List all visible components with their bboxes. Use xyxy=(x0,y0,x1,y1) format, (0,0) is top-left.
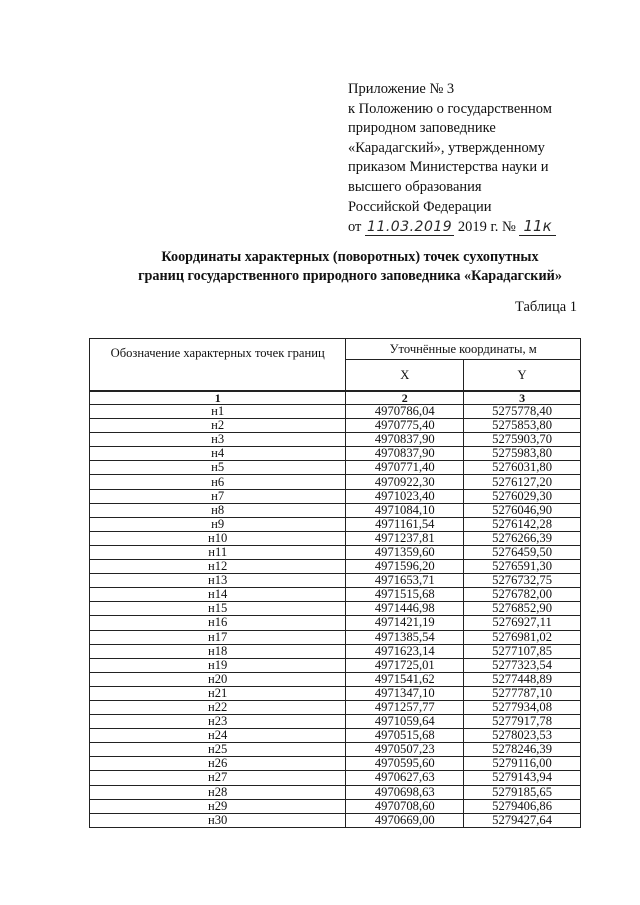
table-row xyxy=(90,517,581,531)
point-label: н29 xyxy=(90,799,346,813)
coord-y: 5279406,86 xyxy=(464,799,581,813)
coord-x: 4970837,90 xyxy=(346,433,464,447)
coord-y: 5276459,50 xyxy=(464,545,581,559)
table-row xyxy=(90,630,581,644)
coord-y: 5275983,80 xyxy=(464,447,581,461)
column-number: 2 xyxy=(346,391,464,405)
appendix-line: приказом Министерства науки и xyxy=(348,159,549,176)
point-label: н18 xyxy=(90,644,346,658)
table-label: Таблица 1 xyxy=(515,299,578,315)
table-row xyxy=(90,813,581,827)
point-label: н27 xyxy=(90,771,346,785)
coord-x: 4970595,60 xyxy=(346,757,464,771)
table-row xyxy=(90,729,581,743)
table-row xyxy=(90,686,581,700)
point-label: н19 xyxy=(90,658,346,672)
table-row xyxy=(90,405,581,419)
column-number: 1 xyxy=(90,391,346,405)
point-label: н1 xyxy=(90,405,346,419)
coord-y: 5276591,30 xyxy=(464,560,581,574)
title-line-1: Координаты характерных (поворотных) точек сухопутных xyxy=(161,249,539,265)
point-label: н9 xyxy=(90,517,346,531)
coord-x: 4971084,10 xyxy=(346,503,464,517)
coord-x: 4971161,54 xyxy=(346,517,464,531)
table-row xyxy=(90,560,581,574)
coord-x: 4971257,77 xyxy=(346,700,464,714)
coord-y: 5276732,75 xyxy=(464,574,581,588)
coord-x: 4970771,40 xyxy=(346,461,464,475)
coord-y: 5276927,11 xyxy=(464,616,581,630)
point-label: н16 xyxy=(90,616,346,630)
point-label: н2 xyxy=(90,419,346,433)
point-label: н20 xyxy=(90,672,346,686)
point-label: н8 xyxy=(90,503,346,517)
coord-x: 4970669,00 xyxy=(346,813,464,827)
table-row xyxy=(90,700,581,714)
coord-x: 4971725,01 xyxy=(346,658,464,672)
point-label: н24 xyxy=(90,729,346,743)
coord-x: 4971421,19 xyxy=(346,616,464,630)
coord-y: 5275903,70 xyxy=(464,433,581,447)
point-label: н11 xyxy=(90,545,346,559)
coord-y: 5276142,28 xyxy=(464,517,581,531)
document-title xyxy=(60,248,640,286)
appendix-line: природном заповеднике xyxy=(348,120,496,137)
header-point-name: Обозначение характерных точек границ xyxy=(90,339,346,392)
coord-y: 5275778,40 xyxy=(464,405,581,419)
point-label: н14 xyxy=(90,588,346,602)
date-suffix: 2019 г. № xyxy=(457,219,516,236)
point-label: н21 xyxy=(90,686,346,700)
coord-x: 4971541,62 xyxy=(346,672,464,686)
coord-x: 4971446,98 xyxy=(346,602,464,616)
table-body xyxy=(90,405,581,828)
table-row xyxy=(90,757,581,771)
coord-y: 5278023,53 xyxy=(464,729,581,743)
table-row xyxy=(90,616,581,630)
order-date-line xyxy=(348,217,608,238)
point-label: н23 xyxy=(90,715,346,729)
coord-y: 5277934,08 xyxy=(464,700,581,714)
coord-x: 4970837,90 xyxy=(346,447,464,461)
table-row xyxy=(90,574,581,588)
table-row xyxy=(90,771,581,785)
table-row xyxy=(90,715,581,729)
header-coordinates: Уточнённые координаты, м xyxy=(346,339,581,360)
point-label: н26 xyxy=(90,757,346,771)
coord-y: 5276029,30 xyxy=(464,489,581,503)
coord-x: 4970775,40 xyxy=(346,419,464,433)
coord-x: 4971237,81 xyxy=(346,531,464,545)
point-label: н17 xyxy=(90,630,346,644)
header-y: Y xyxy=(464,360,581,392)
coord-y: 5278246,39 xyxy=(464,743,581,757)
table-row xyxy=(90,644,581,658)
point-label: н15 xyxy=(90,602,346,616)
coord-y: 5276266,39 xyxy=(464,531,581,545)
coord-x: 4971596,20 xyxy=(346,560,464,574)
point-label: н13 xyxy=(90,574,346,588)
table-row xyxy=(90,602,581,616)
coord-x: 4971385,54 xyxy=(346,630,464,644)
appendix-header xyxy=(348,80,608,238)
point-label: н28 xyxy=(90,785,346,799)
table-row xyxy=(90,531,581,545)
table-row xyxy=(90,799,581,813)
point-label: н25 xyxy=(90,743,346,757)
coord-x: 4970922,30 xyxy=(346,475,464,489)
coord-x: 4971623,14 xyxy=(346,644,464,658)
handwritten-order-number: 11к xyxy=(519,217,555,236)
table-row xyxy=(90,658,581,672)
coord-x: 4970507,23 xyxy=(346,743,464,757)
table-row xyxy=(90,503,581,517)
point-label: н5 xyxy=(90,461,346,475)
handwritten-date: 11.03.2019 xyxy=(367,219,453,236)
point-label: н22 xyxy=(90,700,346,714)
title-line-2: границ государственного природного заповедника «Карадагский» xyxy=(138,268,562,284)
table-row xyxy=(90,475,581,489)
point-label: н7 xyxy=(90,489,346,503)
coord-x: 4971023,40 xyxy=(346,489,464,503)
table-row xyxy=(90,447,581,461)
appendix-line: высшего образования xyxy=(348,178,482,195)
coord-y: 5279427,64 xyxy=(464,813,581,827)
point-label: н6 xyxy=(90,475,346,489)
header-x: X xyxy=(346,360,464,392)
table-row xyxy=(90,419,581,433)
table-row xyxy=(90,672,581,686)
point-label: н3 xyxy=(90,433,346,447)
coord-y: 5279116,00 xyxy=(464,757,581,771)
coord-y: 5276046,90 xyxy=(464,503,581,517)
table-row xyxy=(90,588,581,602)
coord-x: 4971347,10 xyxy=(346,686,464,700)
table-row xyxy=(90,785,581,799)
coord-x: 4971653,71 xyxy=(346,574,464,588)
coord-y: 5276782,00 xyxy=(464,588,581,602)
coord-y: 5276031,80 xyxy=(464,461,581,475)
coord-y: 5277917,78 xyxy=(464,715,581,729)
coord-y: 5275853,80 xyxy=(464,419,581,433)
coord-x: 4970515,68 xyxy=(346,729,464,743)
coord-y: 5277107,85 xyxy=(464,644,581,658)
coord-y: 5276127,20 xyxy=(464,475,581,489)
coord-y: 5276981,02 xyxy=(464,630,581,644)
coord-x: 4970698,63 xyxy=(346,785,464,799)
coordinates-table xyxy=(89,338,581,828)
point-label: н30 xyxy=(90,813,346,827)
coord-x: 4971359,60 xyxy=(346,545,464,559)
point-label: н10 xyxy=(90,531,346,545)
table-row xyxy=(90,461,581,475)
table-row xyxy=(90,743,581,757)
point-label: н4 xyxy=(90,447,346,461)
table-row xyxy=(90,489,581,503)
date-prefix: от xyxy=(348,219,362,236)
coord-x: 4971059,64 xyxy=(346,715,464,729)
coord-x: 4971515,68 xyxy=(346,588,464,602)
coord-y: 5277323,54 xyxy=(464,658,581,672)
coord-y: 5279185,65 xyxy=(464,785,581,799)
coord-y: 5277448,89 xyxy=(464,672,581,686)
appendix-line: к Положению о государственном xyxy=(348,100,552,117)
table-row xyxy=(90,433,581,447)
coord-y: 5276852,90 xyxy=(464,602,581,616)
coord-x: 4970786,04 xyxy=(346,405,464,419)
column-number: 3 xyxy=(464,391,581,405)
coord-y: 5277787,10 xyxy=(464,686,581,700)
point-label: н12 xyxy=(90,560,346,574)
appendix-line: Приложение № 3 xyxy=(348,81,455,97)
appendix-line: «Карадагский», утвержденному xyxy=(348,139,545,156)
coord-y: 5279143,94 xyxy=(464,771,581,785)
table-row xyxy=(90,545,581,559)
appendix-line: Российской Федерации xyxy=(348,198,492,215)
coord-x: 4970708,60 xyxy=(346,799,464,813)
coord-x: 4970627,63 xyxy=(346,771,464,785)
